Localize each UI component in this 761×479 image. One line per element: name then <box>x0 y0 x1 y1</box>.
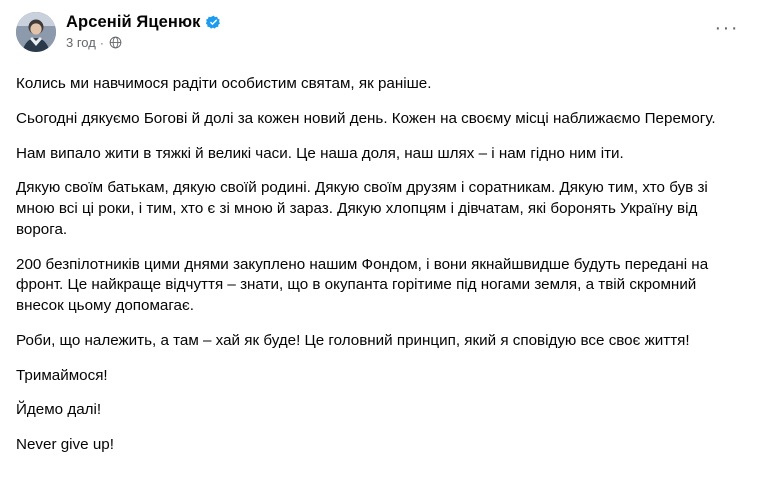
post-paragraph: Колись ми навчимося радіти особистим святам, як раніше. <box>16 75 432 92</box>
author-name[interactable]: Арсеній Яценюк <box>66 13 201 31</box>
globe-icon[interactable] <box>109 36 122 49</box>
verified-badge-icon <box>206 15 221 30</box>
post-header <box>16 12 745 64</box>
post-paragraph: Йдемо далі! <box>16 401 102 419</box>
post-paragraph: Дякую своїм батькам, дякую своїй родині. Дякую своїм друзям і соратникам. Дякую тим, хто був зі мною всі ці роки, і тим, хто є зі мною й зараз. Дякую хлопцям і дівчатам, які боронять Україну від ворога. <box>16 179 708 238</box>
post-paragraph: Тримаймося! <box>16 366 108 384</box>
author-name-row <box>66 13 221 31</box>
post-paragraph: Нам випало жити в тяжкі й великі часи. Це наша доля, наш шлях – і нам гідно ним іти. <box>16 144 624 162</box>
post-paragraph: Never give up! <box>16 436 114 453</box>
post-author-block <box>66 12 221 50</box>
post-options-menu-icon[interactable]: ··· <box>714 17 739 39</box>
post-meta <box>66 35 221 50</box>
post-timestamp[interactable]: 3 год <box>66 35 96 51</box>
post-paragraph: 200 безпілотників цими днями закуплено нашим Фондом, і вони якнайшвидше будуть передані на фронт. Це найкраще відчуття – знати, що в окупанта горітиме під ногами земля, а твій скромний внесок цьому допомагає. <box>16 255 709 314</box>
post-paragraph: Сьогодні дякуємо Богові й долі за кожен новий день. Кожен на своєму місці наближаємо Перемогу. <box>16 109 716 127</box>
post-paragraph: Роби, що належить, а там – хай як буде! Це головний принцип, який я сповідую все своє життя! <box>16 331 690 349</box>
post-text <box>16 74 745 456</box>
avatar[interactable] <box>16 12 56 52</box>
meta-separator: · <box>99 35 104 50</box>
